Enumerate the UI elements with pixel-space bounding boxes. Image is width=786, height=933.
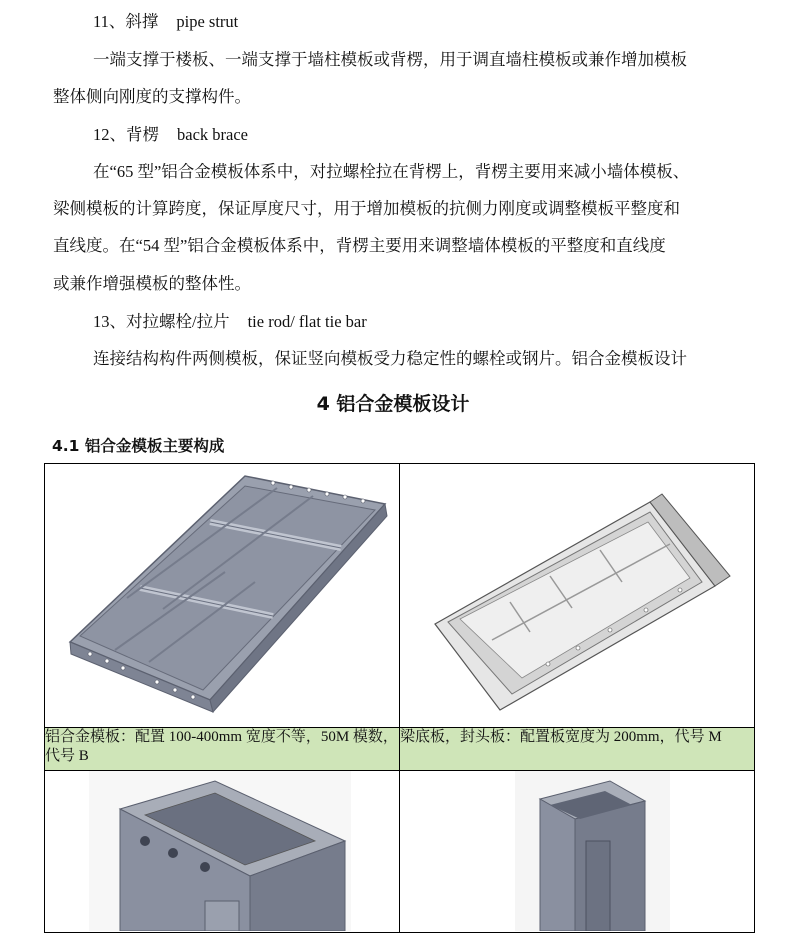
item12-title: [0, 125, 786, 145]
image-row-1: [45, 464, 755, 728]
item11-title: [0, 12, 786, 32]
item12-line3: 直线度。在“54 型”铝合金模板体系中，背楞主要用来调整墙体模板的平整度和直线度: [53, 236, 666, 255]
item11-title-en: pipe strut: [176, 12, 239, 31]
caption-row-1: [45, 728, 755, 771]
caption-panel-m: 梁底板，封头板：配置板宽度为 200mm，代号 M: [400, 728, 755, 771]
image-row-2: [45, 771, 755, 933]
panel-m-figure: [400, 464, 754, 727]
panel-b-figure: [45, 464, 399, 727]
item11-line2: 整体侧向刚度的支撑构件。: [53, 87, 251, 106]
cell-panel-b-image: [45, 464, 400, 728]
item12-title-en: back brace: [177, 125, 248, 144]
beam-bracket-drawing: [45, 771, 399, 931]
item12-line4: 或兼作增强模板的整体性。: [53, 274, 251, 293]
aluminum-panel-drawing: [45, 464, 399, 726]
item13-title: [0, 312, 786, 332]
chapter-heading: 4 铝合金模板设计: [316, 393, 470, 415]
cell-column-bracket-image: [400, 771, 755, 933]
item11-title-cn: 11、斜撑: [93, 12, 159, 31]
item13-title-cn: 13、对拉螺栓/拉片: [93, 312, 230, 331]
cell-panel-m-image: [400, 464, 755, 728]
item11-line1: 一端支撑于楼板、一端支撑于墙柱模板或背楞，用于调直墙柱模板或兼作增加模板: [93, 50, 687, 69]
section-heading: 4.1 铝合金模板主要构成: [52, 437, 225, 455]
beam-bottom-panel-drawing: [400, 464, 750, 726]
components-table: [44, 463, 755, 933]
item13-title-en: tie rod/ flat tie bar: [247, 312, 367, 331]
column-bracket-figure: [400, 771, 754, 932]
caption-panel-b: 铝合金模板：配置 100-400mm 宽度不等，50M 模数，代号 B: [45, 728, 400, 771]
cell-beam-bracket-image: [45, 771, 400, 933]
item12-line1: 在“65 型”铝合金模板体系中，对拉螺栓拉在背楞上，背楞主要用来减小墙体模板、: [93, 162, 690, 181]
column-bracket-drawing: [400, 771, 750, 931]
item12-title-cn: 12、背楞: [93, 125, 159, 144]
item13-line1: 连接结构构件两侧模板，保证竖向模板受力稳定性的螺栓或钢片。铝合金模板设计: [93, 349, 687, 368]
beam-bracket-figure: [45, 771, 399, 932]
item12-line2: 梁侧模板的计算跨度，保证厚度尺寸，用于增加模板的抗侧力刚度或调整模板平整度和: [53, 199, 680, 218]
